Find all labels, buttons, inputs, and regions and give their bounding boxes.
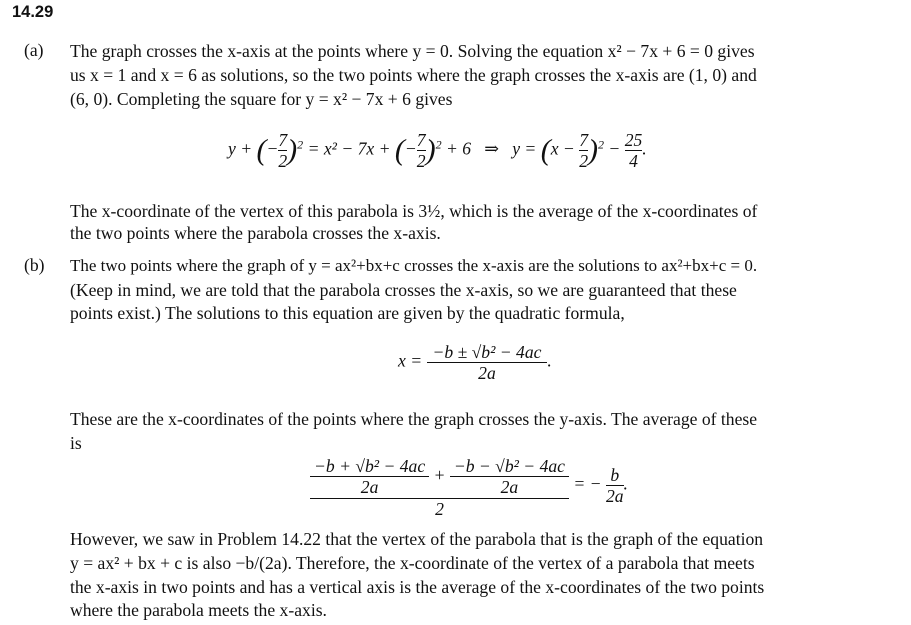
part-b-line-4: These are the x-coordinates of the points where the graph crosses the y-axis. The average of these <box>70 409 758 429</box>
part-b-line-8: the x-axis in two points and has a vertical axis is the average of the x-coordinates of the two points <box>70 577 765 597</box>
part-a-line-1: The graph crosses the x-axis at the points where y = 0. Solving the equation x² − 7x + 6 = 0 gives <box>70 41 755 61</box>
eq-frac-2-den: 2 <box>416 151 426 171</box>
avg-outer-num <box>310 452 569 498</box>
eq-frac-c-num: 25 <box>624 130 643 150</box>
qf-frac <box>427 342 548 383</box>
average-formula <box>310 452 628 519</box>
problem-number: 14.29 <box>12 3 54 21</box>
part-b-line-7: y = ax² + bx + c is also −b/(2a). Therefore, the x-coordinate of the vertex of a parabola that meets <box>70 553 755 573</box>
eq-x-minus: x − <box>550 138 575 159</box>
avg-frac-1 <box>310 456 429 497</box>
eq-lhs-prefix: y + <box>228 138 253 159</box>
qf-lhs: x = <box>398 350 423 371</box>
eq-frac-1-num: 7 <box>278 130 288 150</box>
avg-den-2: 2a <box>450 476 569 497</box>
qf-den: 2a <box>427 362 548 383</box>
avg-num-1: −b + √b² − 4ac <box>314 456 426 477</box>
eq-frac-3-num: 7 <box>579 130 588 150</box>
avg-end: . <box>623 473 628 494</box>
eq-rhs-prefix: y = <box>512 138 537 159</box>
part-a-line-2: us x = 1 and x = 6 as solutions, so the two points where the graph crosses the x-axis are (1, 0) and <box>70 65 757 85</box>
eq-frac-1 <box>278 130 287 171</box>
avg-res-num: b <box>610 465 620 485</box>
eq-square-1: 2 <box>297 137 304 152</box>
part-a-label: (a) <box>24 40 44 60</box>
implies-arrow: ⇒ <box>484 138 499 159</box>
eq-plus6: + 6 <box>445 138 472 159</box>
eq-frac-3 <box>579 130 588 171</box>
part-b-line-1: The two points where the graph of y = ax²+bx+c crosses the x-axis are the solutions to ax²+bx+c = 0. <box>70 256 758 275</box>
qf-num: −b ± √b² − 4ac <box>432 342 542 362</box>
part-b-line-3: points exist.) The solutions to this equation are given by the quadratic formula, <box>70 303 625 323</box>
eq-minus: − <box>608 138 621 159</box>
avg-num-2: −b − √b² − 4ac <box>453 456 565 477</box>
eq-frac-2-num: 7 <box>416 130 426 150</box>
qf-end: . <box>547 350 552 371</box>
part-a-line-5: the two points where the parabola crosses the x-axis. <box>70 223 441 243</box>
eq-paren-open-3: ( <box>540 133 551 167</box>
eq-paren-open: ( <box>256 133 267 167</box>
part-a-line-3: (6, 0). Completing the square for y = x² − 7x + 6 gives <box>70 89 453 109</box>
avg-frac-2 <box>450 456 569 497</box>
eq-square-3: 2 <box>598 137 604 152</box>
eq-paren-close-2: ) <box>425 133 436 167</box>
part-b-line-6: However, we saw in Problem 14.22 that the vertex of the parabola that is the graph of the equation <box>70 529 764 549</box>
eq-paren-open-2: ( <box>394 133 405 167</box>
avg-den-1: 2a <box>310 476 429 497</box>
eq-frac-2 <box>417 130 426 171</box>
completing-square-equation: y + (− $\frac{7}{2}$ )$^2$ = x² − 7x + (− $\frac{7}{2}$ )$^2$ + 6 ⇒ y = (x − $\frac{7}{2}$ )$^2$ − $\frac{25}{4}$ . <box>228 130 647 171</box>
eq-end: . <box>642 138 647 159</box>
avg-plus: + <box>433 465 446 485</box>
avg-equals: = − <box>573 473 602 494</box>
part-a-line-4: The x-coordinate of the vertex of this parabola is 3½, which is the average of the x-coordinates of <box>70 201 758 221</box>
quadratic-formula <box>398 342 552 383</box>
part-b-line-2: (Keep in mind, we are told that the parabola crosses the x-axis, so we are guaranteed that these <box>70 280 737 300</box>
avg-result-frac <box>606 465 624 506</box>
avg-outer-den: 2 <box>310 498 569 519</box>
part-b-label: (b) <box>24 255 45 275</box>
eq-frac-3-den: 2 <box>579 151 588 171</box>
avg-res-den: 2a <box>605 486 624 506</box>
avg-outer-frac <box>310 452 569 519</box>
eq-square-2: 2 <box>435 137 442 152</box>
eq-middle: = x² − 7x + <box>307 138 391 159</box>
eq-frac-1-den: 2 <box>278 151 288 171</box>
part-b-line-9: where the parabola meets the x-axis. <box>70 600 327 620</box>
part-b-line-5: is <box>70 433 82 453</box>
eq-paren-close: ) <box>287 133 298 167</box>
eq-paren-close-3: ) <box>588 133 598 167</box>
eq-frac-25-4 <box>625 130 643 171</box>
eq-frac-c-den: 4 <box>625 150 643 171</box>
